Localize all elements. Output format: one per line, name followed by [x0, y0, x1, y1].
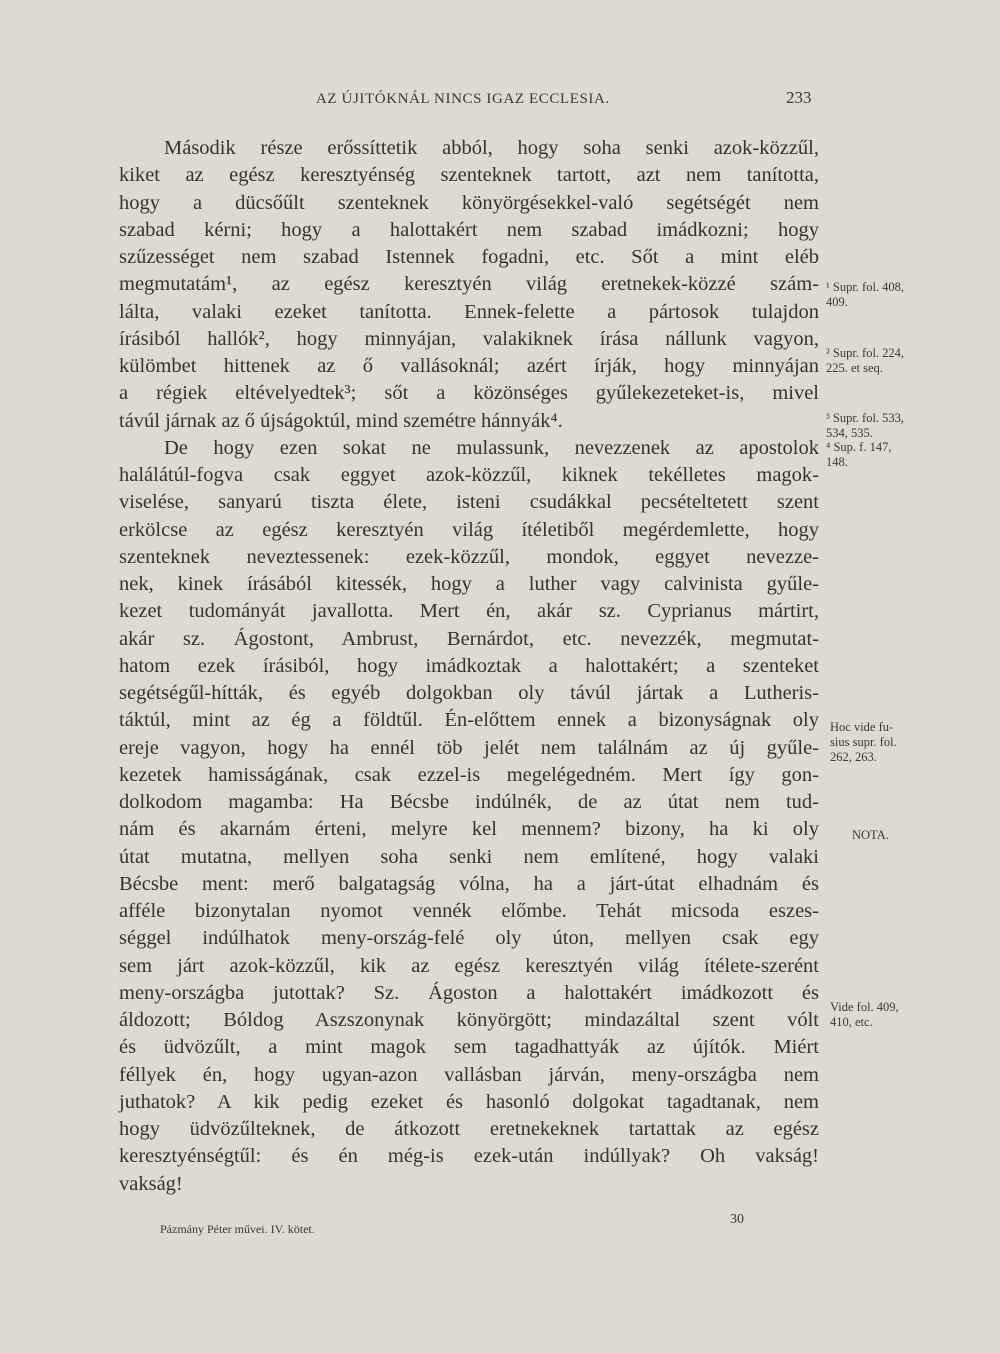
- text-line: erkölcse az egész keresztyén világ ítéletiből megérdemlette, hogy: [119, 518, 819, 541]
- text-line: meny-országba jutottak? Sz. Ágoston a halottakért imádkozott és: [119, 981, 819, 1004]
- text-line: dolkodom magamba: Ha Bécsbe indúlnék, de az útat nem tud-: [119, 791, 819, 813]
- margin-note-line: Hoc vide fu-: [830, 720, 894, 734]
- text-line: táktúl, mint az ég a földtűl. Én-előttem ennek a bizonyságnak oly: [119, 709, 819, 732]
- margin-note: [830, 1000, 899, 1030]
- text-line: távúl járnak az ő újságoktúl, mind szemétre hánnyák⁴.: [119, 409, 563, 432]
- text-line: szenteknek neveztessenek: ezek-közzűl, mondok, eggyet nevezze-: [119, 545, 819, 568]
- margin-note-line: 409.: [826, 295, 848, 309]
- text-line: áldozott; Bóldog Aszszonynak könyörgött; mindazáltal szent vólt: [119, 1009, 819, 1031]
- text-line: séggel indúlhatok meny-ország-felé oly úton, mellyen csak egy: [119, 927, 819, 950]
- text-line: vakság!: [119, 1172, 183, 1195]
- running-title: AZ ÚJITÓKNÁL NINCS IGAZ ECCLESIA.: [316, 91, 610, 107]
- text-line: írásiból hallók², hogy minnyájan, valakiknek írása nállunk vagyon,: [119, 327, 819, 350]
- margin-note-line: ² Supr. fol. 224,: [826, 346, 905, 360]
- margin-note-line: ³ Supr. fol. 533,: [826, 411, 905, 425]
- text-line: hogy üdvözűlteknek, de átkozott eretnekeknek tartattak az egész: [119, 1118, 819, 1140]
- text-line: sem járt azok-közzűl, kik az egész keresztyén világ ítélete-szerént: [119, 954, 819, 977]
- text-line: kezet tudományát javallotta. Mert én, akár sz. Cyprianus mártirt,: [119, 600, 819, 623]
- text-line: és üdvözűlt, a mint magok sem tagadhattyák az újítók. Miért: [119, 1036, 819, 1059]
- text-line: halálátúl-fogva csak eggyet azok-közzűl, kiknek tekélletes magok-: [119, 464, 819, 486]
- signature-number: 30: [730, 1212, 744, 1227]
- text-line: féllyek én, hogy ugyan-azon vallásban járván, meny-országba nem: [119, 1063, 819, 1086]
- text-line: szűzességet nem szabad Istennek fogadni, etc. Sőt a mint eléb: [119, 246, 819, 268]
- margin-note-line: NOTA.: [852, 828, 889, 842]
- text-line: ereje vagyon, hogy ha ennél töb jelét nem találnám az új gyűle-: [119, 736, 819, 759]
- margin-note: [830, 720, 897, 765]
- margin-note: [826, 280, 904, 310]
- text-line: megmutatám¹, az egész keresztyén világ eretnekek-közzé szám-: [119, 273, 819, 296]
- margin-note-line: sius supr. fol.: [830, 735, 897, 749]
- text-line: útat mutatna, mellyen soha senki nem említené, hogy valaki: [119, 845, 819, 868]
- text-line: külömbet hittenek az ő vallásoknál; azért írják, hogy minnyájan: [119, 355, 819, 377]
- margin-note: [826, 346, 904, 376]
- margin-note: [826, 411, 904, 441]
- text-line: afféle bizonytalan nyomot vennék előmbe. Tehát micsoda eszes-: [119, 900, 819, 922]
- margin-note-line: 148.: [826, 455, 848, 469]
- text-line: lálta, valaki ezeket tanította. Ennek-felette a pártosok tulajdon: [119, 300, 819, 323]
- text-line: a régiek eltévelyedtek³; sőt a közönséges gyűlekezeteket-is, mivel: [119, 382, 819, 405]
- text-line: akár sz. Ágostont, Ambrust, Bernárdot, etc. nevezzék, megmutat-: [119, 627, 819, 650]
- margin-note-line: 410, etc.: [830, 1015, 873, 1029]
- text-line: nek, kinek írásából kitessék, hogy a luther vagy calvinista gyűle-: [119, 573, 819, 595]
- text-line: De hogy ezen sokat ne mulassunk, nevezzenek az apostolok: [164, 436, 819, 459]
- text-line: keresztyénségtűl: és én még-is ezek-után indúllyak? Oh vakság!: [119, 1145, 819, 1168]
- margin-note-line: Vide fol. 409,: [830, 1000, 899, 1014]
- text-line: viselése, sanyarú tiszta élete, isteni csudákkal pecsételtetett szent: [119, 491, 819, 514]
- margin-note-line: ¹ Supr. fol. 408,: [826, 280, 905, 294]
- body-text: [119, 135, 819, 1198]
- text-line: kezetek hamisságának, csak ezzel-is megelégedném. Mert így gon-: [119, 763, 819, 786]
- text-line: Második része erőssíttetik abból, hogy soha senki azok-közzűl,: [164, 137, 819, 159]
- margin-note-line: 262, 263.: [830, 750, 877, 764]
- text-line: Bécsbe ment: merő balgatagság vólna, ha a járt-útat elhadnám és: [119, 872, 819, 895]
- text-line: segétségűl-hítták, és egyéb dolgokban oly távúl jártak a Lutheris-: [119, 682, 819, 704]
- text-line: szabad kérni; hogy a halottakért nem szabad imádkozni; hogy: [119, 218, 819, 241]
- margin-note-line: 534, 535.: [826, 426, 873, 440]
- text-line: kiket az egész keresztyénség szenteknek tartott, azt nem tanította,: [119, 164, 819, 187]
- margin-note-line: 225. et seq.: [826, 361, 883, 375]
- text-line: juthatok? A kik pedig ezeket és hasonló dolgokat tagadtanak, nem: [119, 1090, 819, 1113]
- text-line: hogy a dücsőűlt szenteknek könyörgésekkel-való segétségét nem: [119, 191, 819, 214]
- margin-note: [826, 440, 891, 470]
- text-line: nám és akarnám érteni, melyre kel mennem? bizony, ha ki oly: [119, 818, 819, 841]
- margin-note: [852, 828, 889, 843]
- footer-imprint: Pázmány Péter művei. IV. kötet.: [160, 1222, 315, 1236]
- margin-note-line: ⁴ Sup. f. 147,: [826, 440, 892, 454]
- text-line: hatom ezek írásiból, hogy imádkoztak a halottakért; a szenteket: [119, 654, 819, 677]
- page-number: 233: [786, 88, 812, 107]
